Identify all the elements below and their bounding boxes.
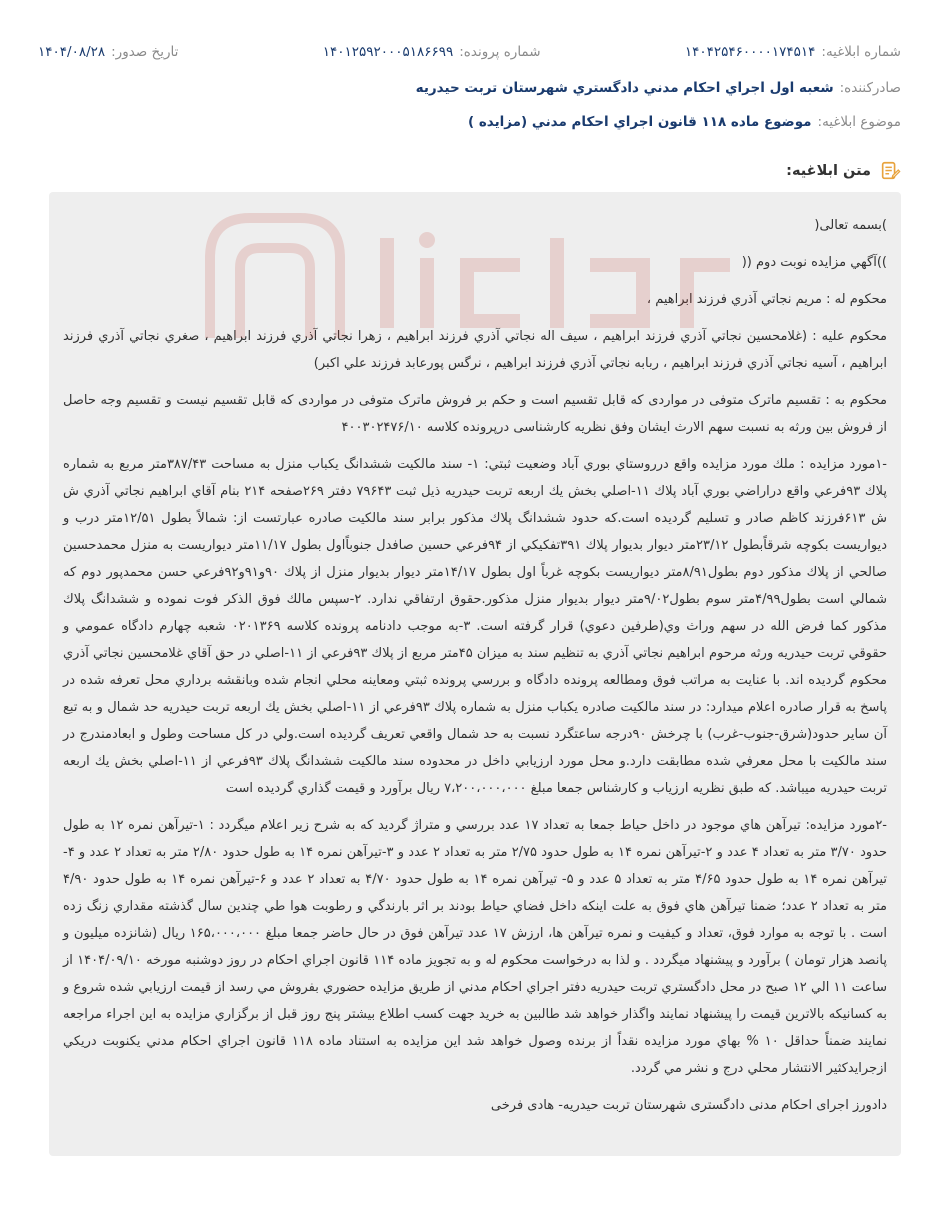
case-number-label: شماره پرونده:: [459, 44, 541, 60]
issue-date-label: تاریخ صدور:: [111, 44, 179, 60]
judgment-subject: محكوم به : تقسیم ماترک متوفی در مواردی که قابل تقسیم است و حکم بر فروش ماترک متوفی در مواردی که قابل تقسیم نیست و تقسیم وجه حاصل از فروش بین ورثه به نسبت سهم الارث ایشان وفق نظریه کارشناسی درپرونده کلاسه ۴۰۰۳۰۲۴۷۶/۱۰: [63, 393, 887, 435]
issuer-row: [38, 80, 901, 96]
notice-number: [685, 44, 901, 60]
issue-date-value: ۱۴۰۴/۰۸/۲۸: [38, 44, 106, 60]
judgment-debtors: محكوم عليه : (غلامحسين نجاتي آذري فرزند ابراهيم ، سيف اله نجاتي آذري فرزند ابراهيم ، زهرا نجاتي آذري فرزند ابراهيم ، صغري نجاتي آذري فرزند ابراهيم ، آسيه نجاتي آذري فرزند ابراهيم ، ربابه نجاتي آذري فرزند ابراهيم ، نرگس پورعابد فرزند علي اكبر): [63, 329, 887, 371]
notice-number-value: ۱۴۰۴۲۵۴۶۰۰۰۰۱۷۴۵۱۴: [684, 44, 816, 60]
subject: [468, 114, 901, 130]
issuer-label: صادرکننده:: [839, 80, 901, 96]
notice-text-title: متن ابلاغیه:: [786, 163, 871, 179]
subject-row: [38, 114, 901, 130]
auction-item-2: -۲مورد مزايده: تيرآهن هاي موجود در داخل حياط جمعا به تعداد ۱۷ عدد بررسي و متراژ گرديد كه به شرح زير اعلام ميگردد : ۱-تيرآهن نمره ۱۲ به طول حدود ۳/۷۰ متر به تعداد ۴ عدد و ۲-تيرآهن نمره ۱۴ به طول حدود ۲/۷۵ متر به تعداد ۲ عدد و ۳-تيرآهن نمره ۱۴ به طول حدود ۲/۸۰ متر به تعداد ۲ عدد و ۴-تيرآهن نمره ۱۴ به طول حدود ۴/۶۵ متر به تعداد ۵ عدد و ۵- تيرآهن نمره ۱۴ به طول حدود ۴/۷۰ به تعداد ۲ عدد و ۶-تيرآهن نمره ۱۴ به طول حدود ۴/۹۰ متر به تعداد ۲ عدد؛ ضمنا تيرآهن هاي فوق به علت اينكه داخل فضاي حياط بودند بر اثر بارندگي و رطوبت هوا طي چندين سال گذشته مقداري زنگ زده است . با توجه به موارد فوق، تعداد و كيفيت و نمره تيرآهن ها، ارزش ۱۷ عدد تيرآهن فوق در حال حاضر جمعا مبلغ ۱۶۵،۰۰۰،۰۰۰ ريال (شانزده ميليون و پانصد هزار تومان ) برآورد و پيشنهاد ميگردد . و لذا به درخواست محكوم له و به تجويز ماده ۱۱۴ قانون اجراي احكام در روز دوشنبه مورخه ۱۴۰۴/۰۹/۱۰ از ساعت ۱۱ الي ۱۲ صبح در محل دادگستري تربت حيدريه دفتر اجراي احكام مدني از طريق مزايده حضوري بفروش مي رسد از قيمت ارزيابي شده شروع و به كسانيكه بالاترين قيمت را پيشنهاد نمايند واگذار خواهد شد طالبين به خريد جهت كسب اطلاع بيشتر پنج روز قبل از برگزاري مزايده به اين اجراء مراجعه نمايند ضمناً حداقل ۱۰ % بهاي مورد مزايده نقداً از برنده وصول خواهد شد اين مزايده به استناد ماده ۱۱۸ قانون اجراي احكام مدني يكنوبت دريكي ازجرايدكثير الانتشار محلي درج و نشر مي گردد.: [63, 818, 888, 1076]
issuer-value: شعبه اول اجراي احكام مدني دادگستري شهرستان تربت حيدريه: [415, 80, 834, 96]
document-edit-icon: [879, 160, 901, 182]
subject-label: موضوع ابلاغیه:: [817, 114, 901, 130]
case-number-value: ۱۴۰۱۲۵۹۲۰۰۰۵۱۸۶۶۹۹: [322, 44, 454, 60]
signature: دادورز اجرای احکام مدنی دادگستری شهرستان تربت حیدریه- هادی فرخی: [490, 1098, 887, 1113]
notice-number-label: شماره ابلاغیه:: [821, 44, 901, 60]
subject-value: موضوع ماده ۱۱۸ قانون اجراي احكام مدني (مزايده ): [467, 114, 812, 130]
case-number: [323, 44, 541, 60]
auction-item-1: -۱مورد مزايده : ملك مورد مزايده واقع درروستاي بوري آباد وضعيت ثبتي: ۱- سند مالكيت ششدانگ يكباب منزل به مساحت ۳۸۷/۴۳متر مربع به شماره پلاك ۹۳فرعي واقع دراراضي بوري آباد پلاك ۱۱-اصلي بخش يك اربعه تربت حيدريه ذيل ثبت ۷۹۶۴۳ دفتر ۲۶۹صفحه ۲۱۴ بنام آقاي ابراهيم نجاتي آذري ش ش ۶۱۳فرزند كاظم صادر و تسليم گرديده است.كه حدود ششدانگ پلاك مذكور برابر سند مالكيت صادره عبارتست از: شمالاً بطول ۱۲/۵۱متر درب و ديواريست بكوچه شرقاًبطول ۲۳/۱۲متر ديوار بديوار پلاك ۳۹۱تفكيكي از ۹۴فرعي حسين صافدل جنوباًاول بطول ۱۱/۱۷متر ديواريست به منزل محمدحسين صالحي از پلاك مذكور دوم بطول۸/۹۱متر ديواريست بكوچه غرباً اول بطول ۱۴/۱۷متر ديوار بديوار منزل از پلاك ۹۰و۹۱و۹۲فرعي حسن محمدپور دوم كه شمالي است بطول۴/۹۹متر سوم بطول۹/۰۲متر ديوار بديوار منزل مذكور.حقوق ارتفاقي ندارد. ۲-سپس مالك فوق الذكر فوت نموده و ششدانگ پلاك مذكور كما فرض الله در سهم وراث وي(طرفين دعوي) قرار گرفته است. ۳-به موجب دادنامه پرونده كلاسه ۰۲۰۱۳۶۹ شعبه چهارم دادگاه عمومي و حقوقي تربت حيدريه ورثه مرحوم ابراهيم نجاتي آذري به تنظيم سند به ميزان ۴۵متر مربع از پلاك ۹۳فرعي از ۱۱-اصلي در حق آقاي غلامحسين نجاتي آذري محكوم گرديده اند. با عنايت به مراتب فوق ومطالعه پرونده دادگاه و بررسي پرونده ثبتي ومعاينه محلي انجام شده وبانقشه برداري محل تعرفه شده در پاسخ به قرار صادره اعلام ميدارد: در سند مالكيت صادره يكباب منزل به شماره پلاك ۹۳فرعي از ۱۱-اصلي بخش يك اربعه تربت حيدريه حد شمال و به تبع آن ساير حدود(شرق-جنوب-غرب) با چرخش ۹۰درجه ساعتگرد نسبت به حد شمال واقعي تعريف گرديده است.ولي در كل مساحت وطول و ابعادمندرج در سند مالكيت با محل معرفي شده مطابقت دارد.و محل مورد ارزيابي داخل در محدوده سند مالكيت ششدانگ پلاك ۹۳فرعي از ۱۱-اصلي بخش يك اربعه تربت حيدريه ميباشد. كه طبق نظريه ارزياب و كارشناس جمعا مبلغ ۷،۲۰۰،۰۰۰،۰۰۰ ريال برآورد و قيمت گذاري گرديده است: [63, 457, 888, 796]
notice-text-box: [49, 192, 901, 1156]
notice-text-heading: [786, 160, 901, 182]
issue-date: [38, 44, 178, 60]
greeting: )بسمه تعالی(: [814, 218, 887, 233]
auction-title: ))آگهي مزايده نوبت دوم ((: [741, 255, 887, 270]
issuer: [416, 80, 901, 96]
judgment-creditor: محكوم له : مريم نجاتي آذري فرزند ابراهيم ،: [646, 292, 887, 307]
header-meta-row: [38, 44, 901, 60]
